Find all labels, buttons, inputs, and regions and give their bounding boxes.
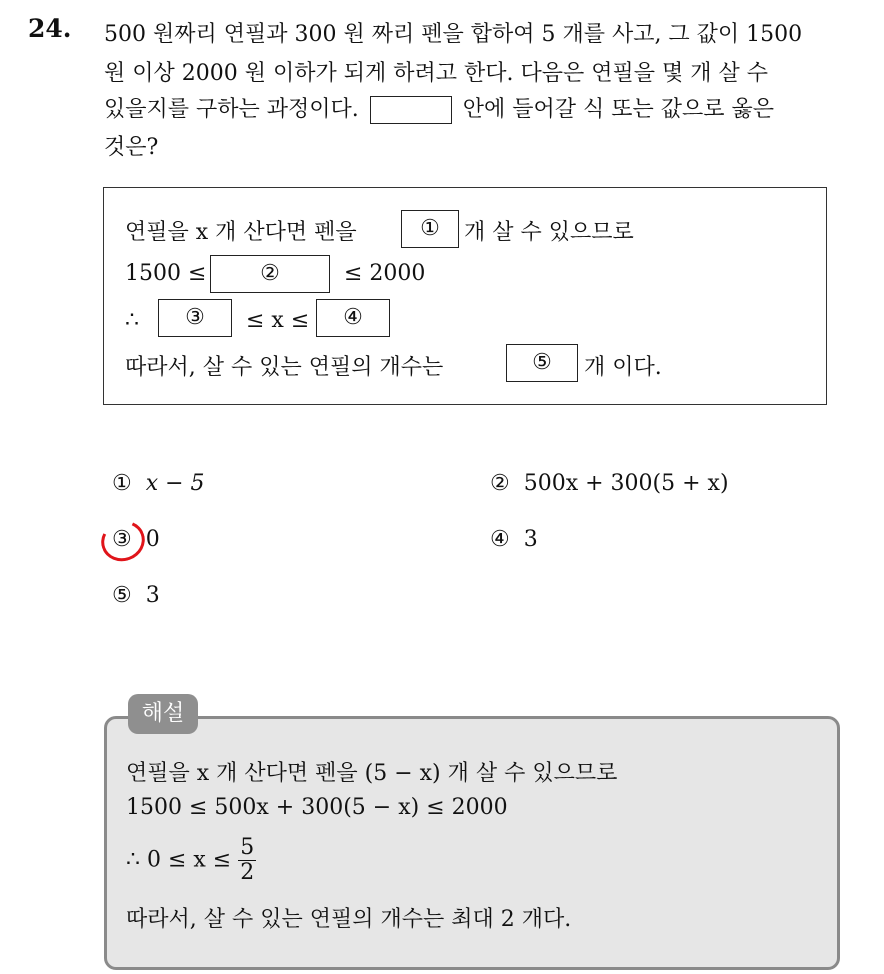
choice-2-label: ②: [490, 471, 510, 496]
slot-4: ④: [316, 299, 390, 337]
slot-5: ⑤: [506, 344, 578, 382]
question-line-3-before: 있을지를 구하는 과정이다.: [104, 97, 359, 122]
solution-line-3-text: ∴ 0 ≤ x ≤: [126, 847, 232, 873]
choice-1-label: ①: [112, 471, 132, 496]
question-line-3: [104, 92, 864, 124]
box-line-4-tail: 개 이다.: [584, 355, 662, 380]
box-line-1-text: 연필을 x 개 산다면 펜을: [125, 220, 357, 245]
box-line-3-therefore: ∴: [125, 308, 139, 333]
fraction-numerator: 5: [240, 835, 255, 860]
solution-line-2: 1500 ≤ 500x + 300(5 − x) ≤ 2000: [126, 795, 508, 820]
choice-5[interactable]: [112, 583, 160, 608]
fraction-denominator: 2: [240, 860, 255, 886]
question-number: 24.: [28, 14, 72, 43]
choice-4-label: ④: [490, 527, 510, 552]
fraction: [238, 836, 256, 885]
choice-4[interactable]: [490, 527, 538, 552]
box-line-1-tail: 개 살 수 있으므로: [464, 220, 634, 245]
choice-1-text: x − 5: [145, 471, 205, 496]
box-line-3-ineq: ≤ x ≤: [246, 308, 310, 333]
answer-circle-mark: [95, 515, 150, 568]
process-box: [103, 187, 827, 405]
solution-line-1: 연필을 x 개 산다면 펜을 (5 − x) 개 살 수 있으므로: [126, 761, 618, 786]
choice-2-text: 500x + 300(5 + x): [523, 471, 729, 496]
blank-box-icon: [370, 96, 452, 124]
box-line-4-text: 따라서, 살 수 있는 연필의 개수는: [125, 355, 444, 380]
choice-1[interactable]: [112, 471, 205, 496]
choice-3-text: 0: [145, 527, 160, 552]
question-line-4: 것은?: [104, 135, 159, 160]
question-line-1: 500 원짜리 연필과 300 원 짜리 펜을 합하여 5 개를 사고, 그 값이 1500: [104, 22, 803, 47]
slot-3: ③: [158, 299, 232, 337]
slot-1: ①: [401, 210, 459, 248]
choice-5-label: ⑤: [112, 583, 132, 608]
choice-2[interactable]: [490, 471, 729, 496]
slot-2: ②: [210, 255, 330, 293]
box-line-2-text: 1500 ≤: [125, 261, 207, 286]
choice-4-text: 3: [523, 527, 538, 552]
question-line-2: 원 이상 2000 원 이하가 되게 하려고 한다. 다음은 연필을 몇 개 살 수: [104, 61, 768, 86]
solution-line-4: 따라서, 살 수 있는 연필의 개수는 최대 2 개다.: [126, 907, 572, 932]
box-line-2-tail: ≤ 2000: [344, 261, 426, 286]
question-line-3-after: 안에 들어갈 식 또는 값으로 옳은: [462, 97, 775, 122]
choice-5-text: 3: [145, 583, 160, 608]
choice-3-label: ③: [112, 527, 132, 552]
solution-line-3: [126, 836, 256, 885]
solution-tag: 해설: [128, 694, 198, 734]
